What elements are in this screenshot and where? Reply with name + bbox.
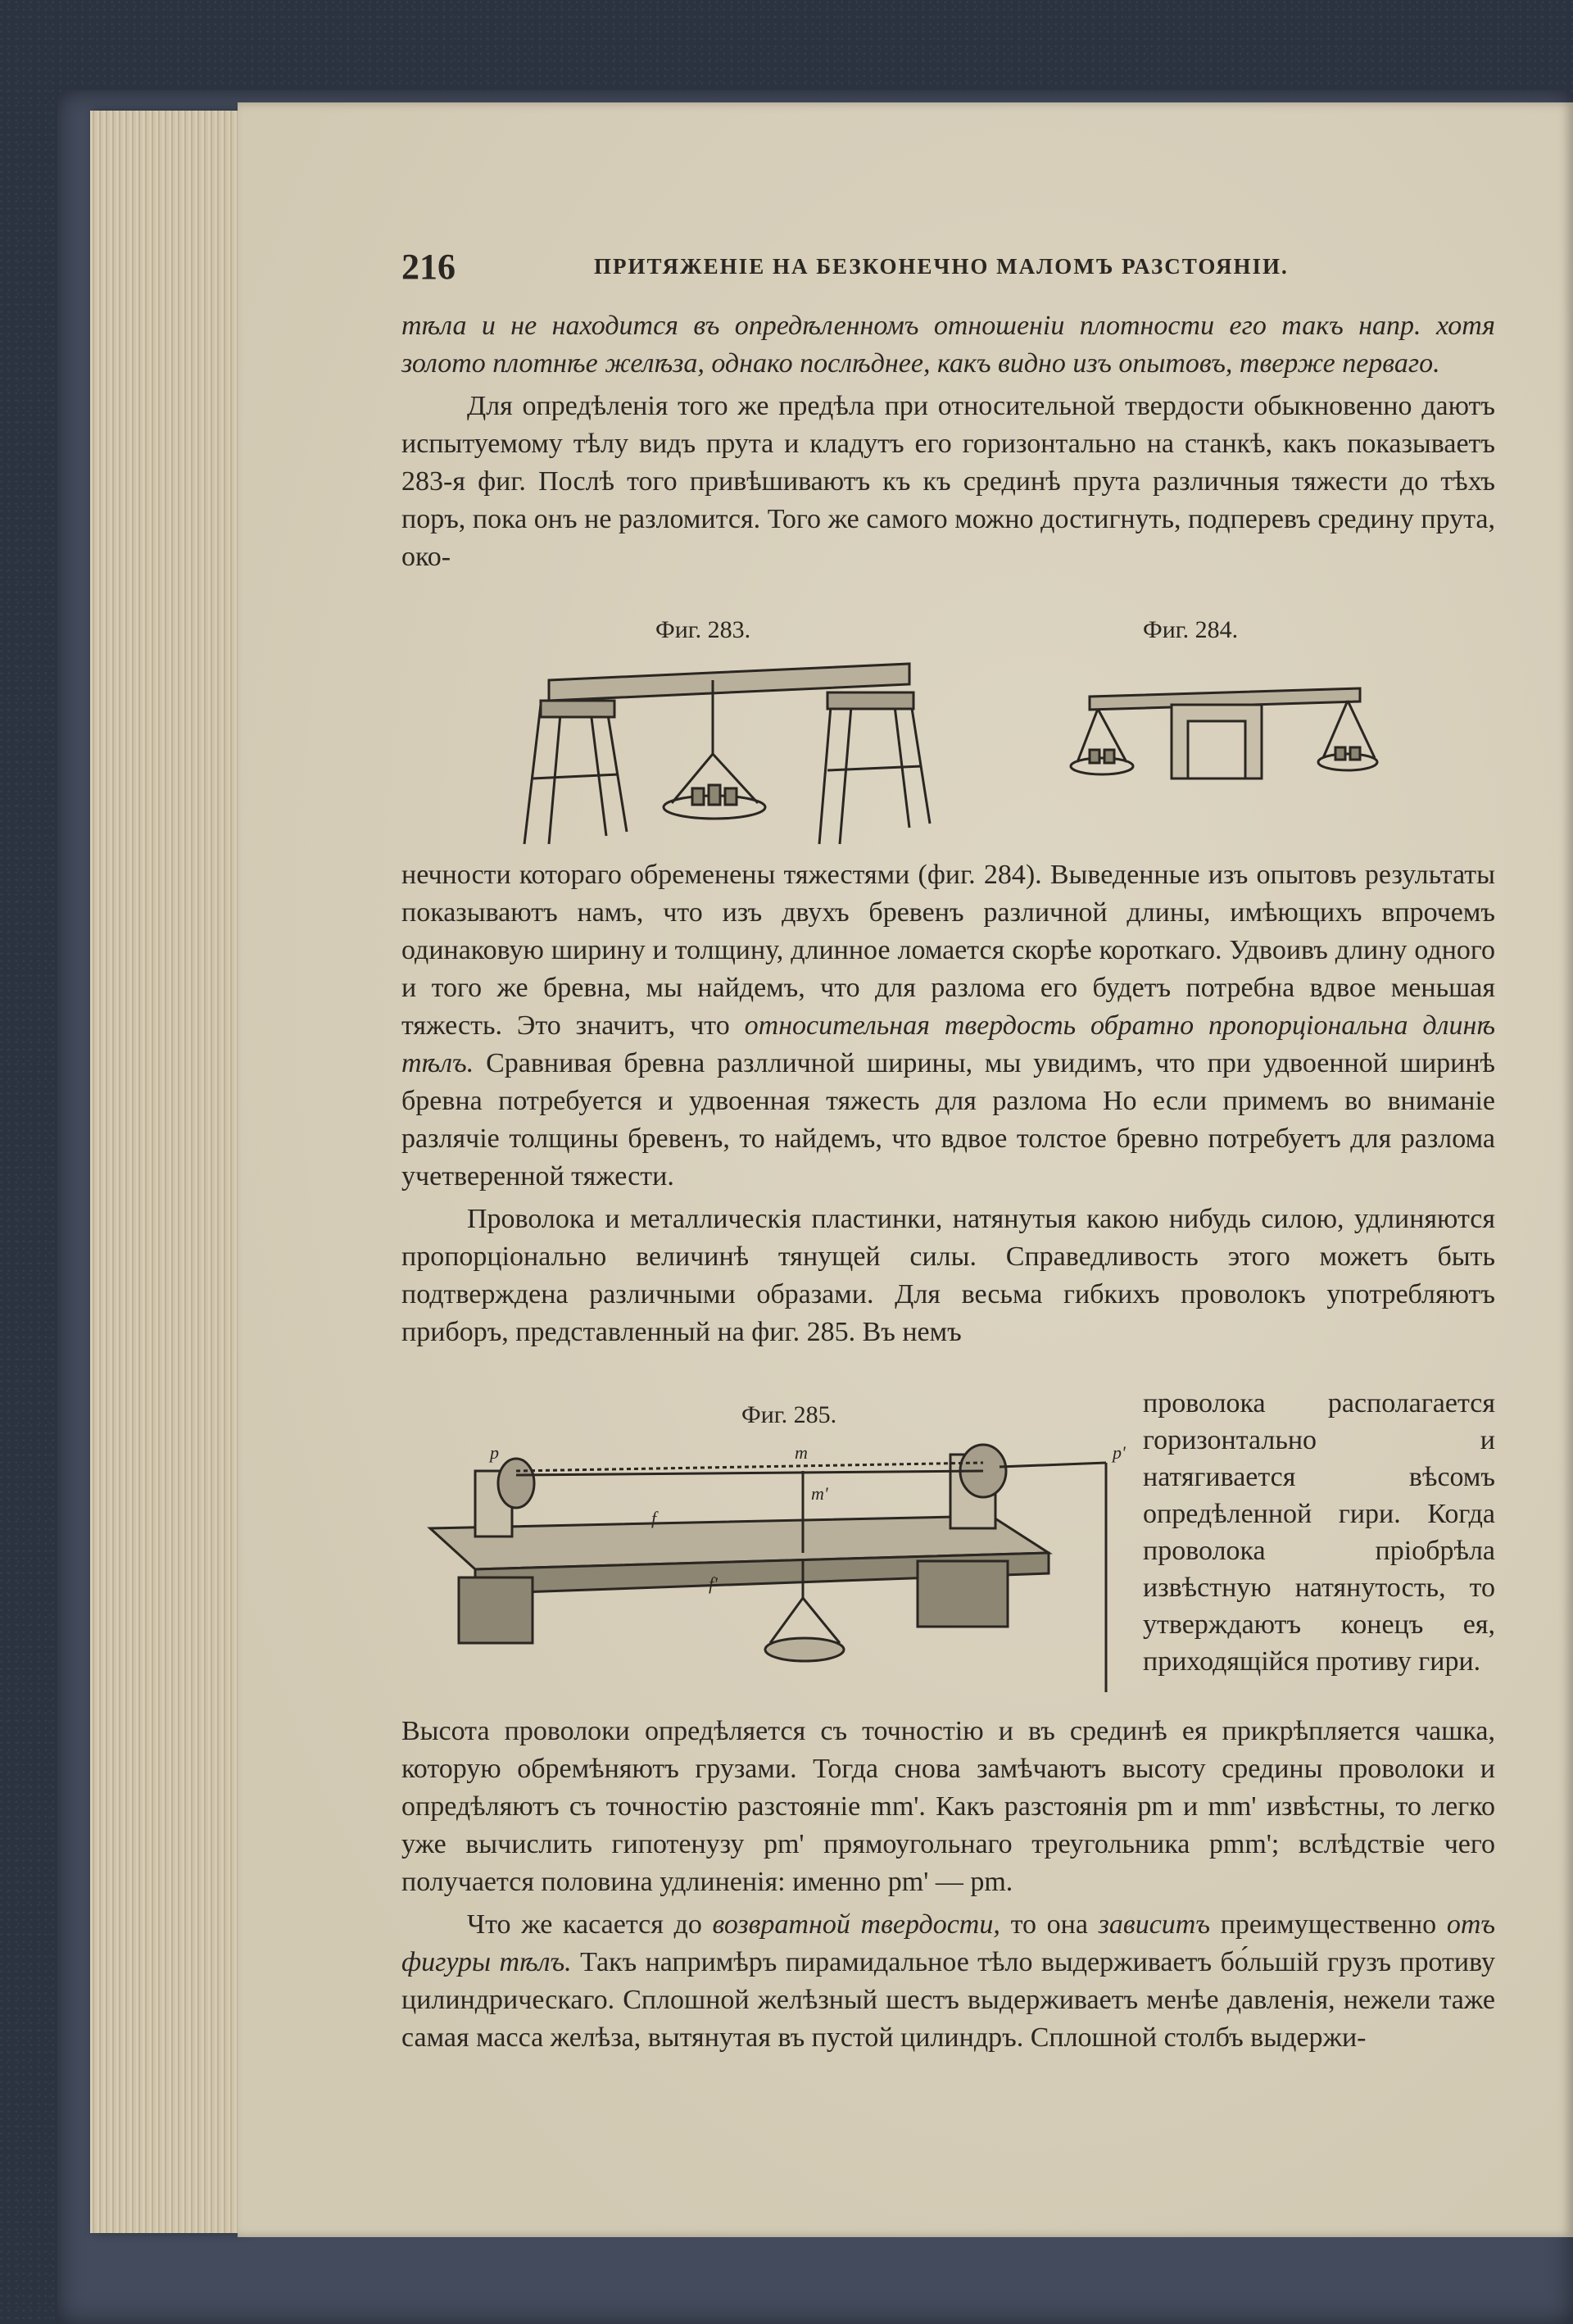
fig284-illustration <box>1065 672 1380 803</box>
label-f-prime: f' <box>709 1573 718 1594</box>
label-m-prime: m' <box>811 1483 828 1504</box>
page-number: 216 <box>401 247 456 287</box>
paragraph-4: Проволока и металлическія пластинки, натянутыя какою нибудь силою, удлиняются пропорціонально величинѣ тянущей силы. Справедливость этого можетъ быть подтверждена различными образами. Для весьма гибкихъ проволокъ употребляютъ приборъ, представленный на фиг. 285. Въ немъ <box>401 1204 1495 1347</box>
page-edges <box>90 111 246 2233</box>
text-block-middle <box>401 856 1495 1351</box>
label-p-prime: p' <box>1113 1442 1126 1463</box>
paragraph-4-side: проволока располагается горизонтально и натягивается вѣсомъ опредѣленной гири. Когда проволока пріобрѣла извѣстную натянутость, то утверждаютъ конецъ ея, приходящійся противу гири. <box>1143 1388 1495 1677</box>
fig283-caption: Фиг. 283. <box>655 616 751 643</box>
fig285-illustration <box>426 1438 1131 1700</box>
paragraph-5: Высота проволоки опредѣляется съ точностію и въ срединѣ ея прикрѣпляется чашка, которую обремѣняютъ грузами. Тогда снова замѣчаютъ высоту средины проволоки и опредѣляютъ съ точностію разстояніе mm'. Какъ разстоянія pm и mm' извѣстны, то легко уже вычислить гипотенузу pm' прямоугольнаго треугольника pmm'; вслѣдствіе чего получается половина удлиненія: именно pm' — pm. <box>401 1716 1495 1897</box>
fig284-caption: Фиг. 284. <box>1143 616 1239 643</box>
text-block-top <box>401 307 1495 576</box>
label-m: m <box>795 1442 808 1463</box>
label-f: f <box>651 1508 657 1528</box>
text-block-bottom <box>401 1713 1495 2057</box>
fig283-illustration <box>516 647 950 852</box>
paragraph-3: нечности котораго обременены тяжестями (фиг. 284). Выведенные изъ опытовъ результаты показываютъ намъ, что изъ двухъ бревенъ различной длины, имѣющихъ впрочемъ одинаковую ширину и толщину, длинное ломается скорѣе короткаго. Удвоивъ длину одного и того же бревна, мы найдемъ, что для разлома его будетъ потребна вдвое меньшая тяжесть. Это значитъ, что относительная твердость обратно пропорціональна длинѣ тѣлъ. Сравнивая бревна разлличной ширины, мы увидимъ, что при удвоенной ширинѣ бревна потребуется и удвоенная тяжесть для разлома Но если примемъ во вниманіе разлячіе толщины бревенъ, то найдемъ, что вдвое толстое бревно потребуетъ для разлома учетверенной тяжести. <box>401 860 1495 1192</box>
paragraph-6: Что же касается до возвратной твердости, то она зависитъ преимущественно отъ фигуры тѣлъ. Такъ напримѣръ пирамидальное тѣло выдерживаетъ бо́льшій грузъ противу цилиндрическаго. Сплошной желѣзный шестъ выдерживаетъ менѣе давленія, нежели таже самая масса желѣза, вытянутая въ пустой цилиндръ. Сплошной столбъ выдержи- <box>401 1909 1496 2053</box>
label-p: p <box>490 1442 499 1463</box>
page-header <box>401 246 1495 287</box>
fig285-caption: Фиг. 285. <box>741 1401 837 1428</box>
running-title: ПРИТЯЖЕНІЕ НА БЕЗКОНЕЧНО МАЛОМЪ РАЗСТОЯНІИ. <box>594 254 1289 279</box>
paragraph-1: тѣла и не находится въ опредѣленномъ отношеніи плотности его такъ напр. хотя золото плотнѣе желѣза, однако послѣднее, какъ видно изъ опытовъ, тверже перваго. <box>401 311 1495 379</box>
paragraph-2: Для опредѣленія того же предѣла при относительной твердости обыкновенно даютъ испытуемому тѣлу видъ прута и кладутъ его горизонтально на станкѣ, какъ показываетъ 283-я фиг. Послѣ того привѣшиваютъ къ къ срединѣ прута различныя тяжести до тѣхъ поръ, пока онъ не разломится. Того же самого можно достигнуть, подперевъ средину прута, око- <box>401 391 1495 572</box>
